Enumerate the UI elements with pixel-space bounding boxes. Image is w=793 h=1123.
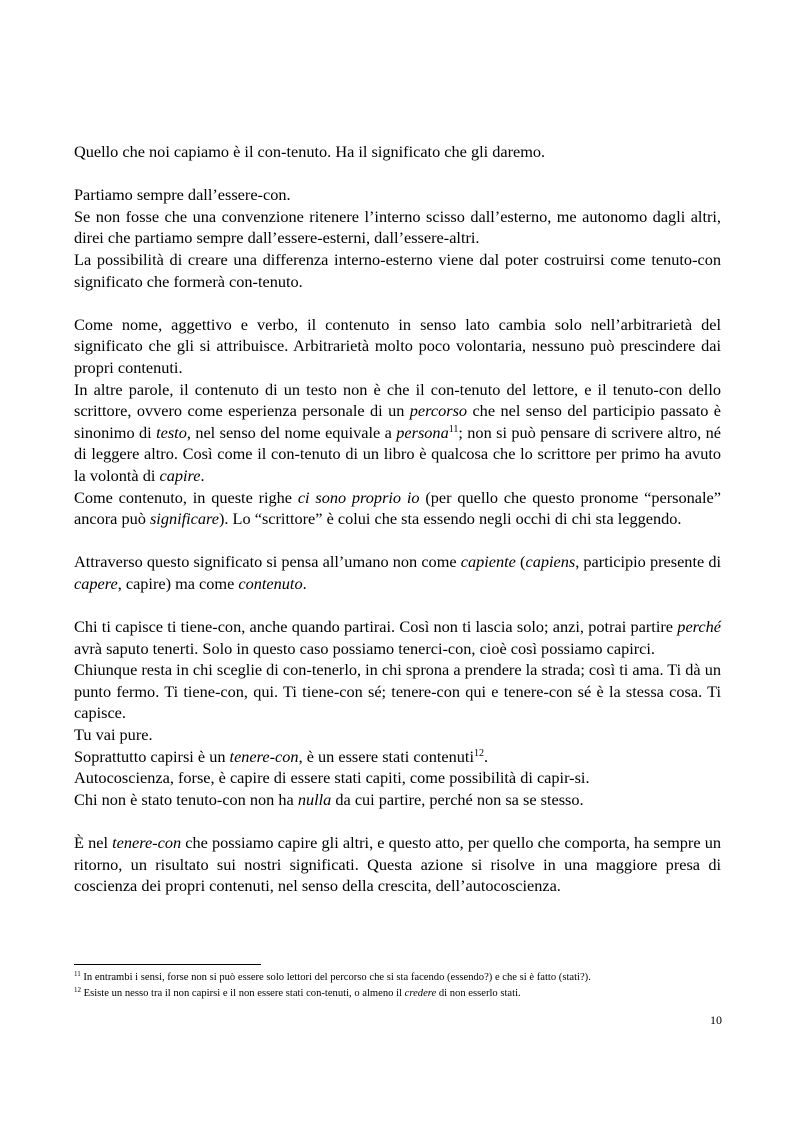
text-run: Chi ti capisce ti tiene-con, anche quando partirai. Così non ti lascia solo; anzi, potrai partire (74, 617, 678, 637)
paragraph (74, 789, 721, 811)
text-run: . (200, 465, 205, 485)
paragraph: Se non fosse che una convenzione ritenere l’interno scisso dall’esterno, me autonomo dagli altri, direi che partiamo sempre dall’essere-esterni, dall’essere-altri. (74, 206, 721, 248)
paragraph: Quello che noi capiamo è il con-tenuto. Ha il significato che gli daremo. (74, 142, 546, 161)
text-run: ). Lo “scrittore” è colui che sta essendo negli occhi di chi sta leggendo. (219, 509, 682, 529)
paragraph-gap (74, 163, 721, 185)
footnote-separator (74, 964, 261, 965)
text-run: Come contenuto, in queste righe (74, 487, 298, 507)
text-run: Soprattutto capirsi è un (74, 746, 230, 766)
footnote-number: 11 (74, 970, 81, 978)
footnote-number: 12 (74, 985, 81, 994)
paragraph (74, 487, 721, 530)
text-run: (per quello che questo pronome “personale” ancora può (74, 487, 721, 529)
paragraph-gap (74, 594, 721, 616)
footnote-text: In entrambi i sensi, forse non si può essere solo lettori del percorso che si sta facendo (essendo?) e che si è fatto (stati?). (80, 972, 591, 983)
main-text (74, 141, 721, 897)
italic-text: contenuto (238, 573, 303, 593)
italic-text: tenere-con (229, 746, 299, 766)
italic-text: credere (404, 987, 437, 999)
italic-text: nulla (297, 789, 332, 809)
italic-text: capiente (460, 552, 516, 572)
paragraph: Autocoscienza, forse, è capire di essere stati capiti, come possibilità di capir-si. (74, 768, 590, 788)
footnote-ref-11[interactable]: 11 (448, 423, 459, 435)
footnotes (74, 970, 734, 1001)
paragraph: La possibilità di creare una differenza interno-esterno viene dal poter costruirsi come tenuto-con significato che formerà con-tenuto. (74, 249, 721, 291)
italic-text: percorso (409, 401, 468, 421)
italic-text: persona (396, 422, 449, 442)
footnote-11 (74, 970, 734, 986)
italic-text: ci sono proprio io (297, 487, 420, 507)
paragraph (74, 379, 721, 487)
paragraph (74, 616, 721, 659)
paragraph (74, 832, 721, 897)
paragraph: Tu vai pure. (74, 725, 153, 745)
italic-text: capire (159, 465, 201, 485)
paragraph: Partiamo sempre dall’essere-con. (74, 185, 291, 205)
text-run: , capire) ma come (117, 573, 239, 593)
paragraph-gap (74, 292, 721, 314)
text-run: che nel senso del participio passato è sinonimo di (74, 401, 721, 442)
paragraph: Come nome, aggettivo e verbo, il contenuto in senso lato cambia solo nell’arbitrarietà del significato che gli si attribuisce. Arbitrarietà molto poco volontaria, nessuno può prescindere dai propri contenuti. (74, 314, 721, 377)
text-run: , è un essere stati contenuti (298, 746, 474, 766)
text-run: Attraverso questo significato si pensa all’umano non come (74, 552, 461, 572)
footnote-text: Esiste un nesso tra il non capirsi e il non essere stati con-tenuti, o almeno il (81, 987, 405, 999)
paragraph (74, 551, 721, 594)
text-run: . (302, 573, 307, 593)
text-run: . (483, 746, 489, 766)
text-run: da cui partire, perché non sa se stesso. (331, 789, 584, 809)
italic-text: capere (74, 573, 118, 593)
paragraph: Chiunque resta in chi sceglie di con-tenerlo, in chi sprona a prendere la strada; così ti ama. Ti dà un punto fermo. Ti tiene-con, qui. Ti tiene-con sé; tenere-con qui e tenere-con sé è la stessa cosa. Ti capisce. (74, 660, 721, 723)
text-run: avrà saputo tenerti. Solo in questo caso possiamo tenerci-con, cioè così possiamo capirci. (74, 638, 655, 658)
footnote-text: di non esserlo stati. (436, 987, 521, 999)
italic-text: capiens (525, 552, 576, 572)
italic-text: tenere-con (112, 833, 182, 852)
text-run: In altre parole, il contenuto di un testo non è che il con-tenuto del lettore, e il tenuto-con dello scrittore, ovvero come esperienza personale di un (74, 379, 721, 421)
text-run: , participio presente di (575, 552, 722, 572)
text-run: ( (515, 552, 526, 572)
italic-text: significare (149, 509, 219, 529)
text-run: , nel senso del nome equivale a (186, 422, 397, 442)
italic-text: testo (156, 422, 187, 442)
footnote-ref-12[interactable]: 12 (473, 747, 484, 759)
paragraph (74, 746, 721, 768)
text-run: ; non si può pensare di scrivere altro, né di leggere altro. Così come il con-tenuto di un libro è qualcosa che lo scrittore per primo ha avuto la volontà di (74, 422, 721, 485)
text-run: che possiamo capire gli altri, e questo atto, per quello che comporta, ha sempre un ritorno, un risultato sui nostri significati. Questa azione si risolve in una maggiore presa di coscienza dei propri contenuti, nel senso della crescita, dell’autocoscienza. (74, 833, 721, 896)
paragraph-gap (74, 530, 721, 552)
italic-text: perché (677, 617, 721, 637)
text-run: È nel (74, 833, 113, 852)
text-run: Chi non è stato tenuto-con non ha (74, 789, 298, 809)
page-number: 10 (710, 1013, 722, 1027)
paragraph-gap (74, 810, 721, 832)
footnote-12 (74, 986, 734, 1002)
